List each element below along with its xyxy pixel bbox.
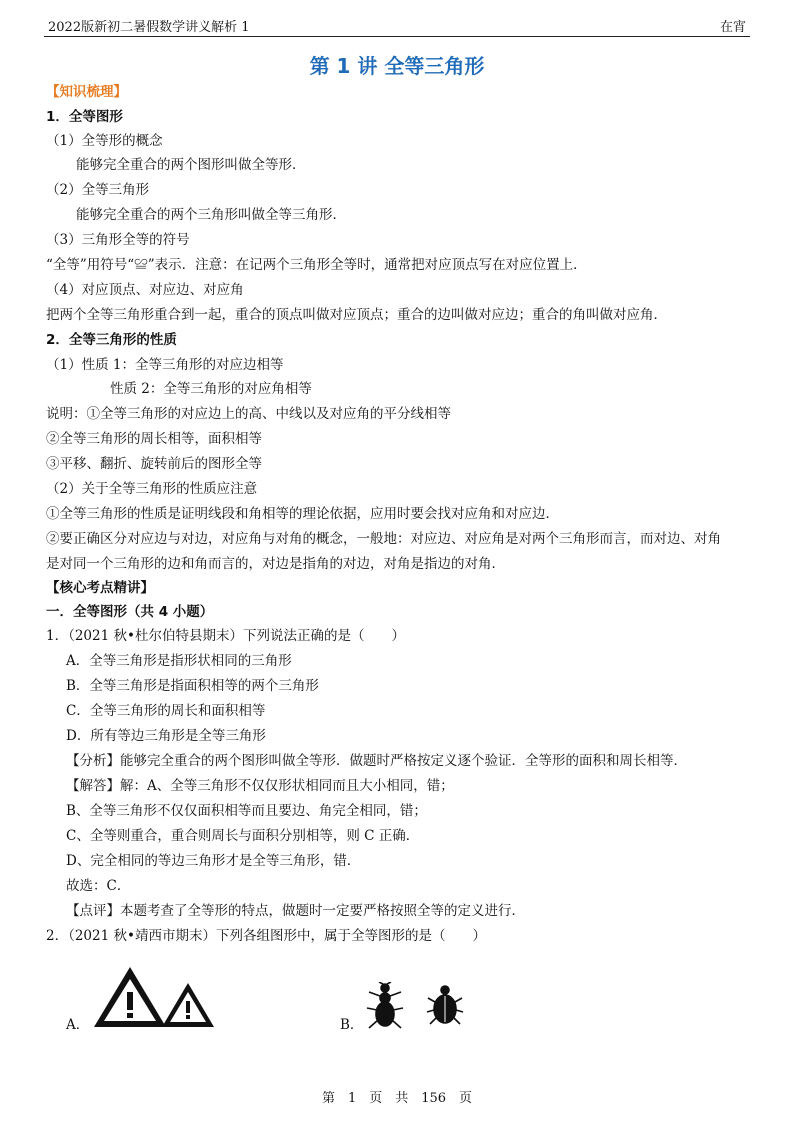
text-line: 【分析】能够完全重合的两个图形叫做全等形．做题时严格按定义逐个验证．全等形的面积和周长相等．: [66, 753, 687, 769]
text-line: 把两个全等三角形重合到一起，重合的顶点叫做对应顶点；重合的边叫做对应边；重合的角叫做对应角．: [46, 307, 667, 323]
text-line: 能够完全重合的两个三角形叫做全等三角形．: [76, 207, 346, 223]
insects-figure: [365, 982, 475, 1032]
text-line: 【解答】解：A、全等三角形不仅仅形状相同而且大小相同，错；: [66, 778, 454, 794]
ant-icon: [367, 982, 403, 1028]
text-line: 【点评】本题考查了全等形的特点，做题时一定要严格按照全等的定义进行．: [66, 903, 525, 919]
text-line: D、完全相同的等边三角形才是全等三角形，错．: [66, 853, 361, 869]
warning-triangles-figure: [92, 965, 217, 1030]
text-line: （4）对应顶点、对应边、对应角: [46, 282, 244, 298]
text-line: 2．全等三角形的性质: [46, 332, 177, 348]
beetle-icon: [427, 986, 463, 1024]
text-line: B．全等三角形是指面积相等的两个三角形: [66, 678, 319, 694]
text-line: 故选：C．: [66, 878, 131, 894]
text-line: C．全等三角形的周长和面积相等: [66, 703, 266, 719]
text-line: 1．（2021 秋•杜尔伯特县期末）下列说法正确的是（ ）: [46, 628, 405, 644]
text-line: D．所有等边三角形是全等三角形: [66, 728, 266, 744]
header-rule: [44, 36, 750, 37]
text-line: 【核心考点精讲】: [46, 580, 154, 596]
text-line: （2）关于全等三角形的性质应注意: [46, 481, 258, 497]
text-line: B、全等三角形不仅仅面积相等而且要边、角完全相同，错；: [66, 803, 427, 819]
text-line: 性质 2：全等三角形的对应角相等: [110, 381, 312, 397]
text-line: 能够完全重合的两个图形叫做全等形．: [76, 157, 306, 173]
text-line: ①全等三角形的性质是证明线段和角相等的理论依据，应用时要会找对应角和对应边．: [46, 506, 559, 522]
text-line: 2．（2021 秋•靖西市期末）下列各组图形中，属于全等图形的是（ ）: [46, 928, 486, 944]
text-line: 一．全等图形（共 4 小题）: [46, 604, 214, 620]
text-line: （3）三角形全等的符号: [46, 232, 190, 248]
warning-triangle-large-icon: [94, 967, 166, 1027]
text-line: 说明：①全等三角形的对应边上的高、中线以及对应角的平分线相等: [46, 406, 451, 422]
text-line: 【知识梳理】: [46, 84, 127, 100]
text-line: ②全等三角形的周长相等，面积相等: [46, 431, 262, 447]
text-line: 是对同一个三角形的边和角而言的，对边是指角的对边，对角是指边的对角．: [46, 556, 505, 572]
text-line: ②要正确区分对应边与对边，对应角与对角的概念，一般地：对应边、对应角是对两个三角形而言，而对边、对角: [46, 531, 721, 547]
header-right: 在宵: [719, 20, 746, 35]
text-line: （1）性质 1：全等三角形的对应边相等: [46, 357, 284, 373]
page-title: 第 1 讲 全等三角形: [309, 54, 485, 78]
text-line: （1）全等形的概念: [46, 133, 163, 149]
text-line: ③平移、翻折、旋转前后的图形全等: [46, 456, 262, 472]
page-footer: 第 1 页 共 156 页: [321, 1091, 473, 1106]
option-a-label: A．: [66, 1017, 90, 1033]
warning-triangle-small-icon: [162, 983, 214, 1027]
text-line: 1．全等图形: [46, 109, 123, 125]
text-line: （2）全等三角形: [46, 182, 150, 198]
text-line: C、全等则重合，重合则周长与面积分别相等，则 C 正确．: [66, 828, 420, 844]
text-line: A．全等三角形是指形状相同的三角形: [66, 653, 292, 669]
header-left: 2022版新初二暑假数学讲义解析 1: [48, 20, 250, 35]
text-line: “全等”用符号“≌”表示．注意：在记两个三角形全等时，通常把对应顶点写在对应位置上．: [46, 257, 587, 273]
option-b-label: B．: [340, 1017, 364, 1033]
